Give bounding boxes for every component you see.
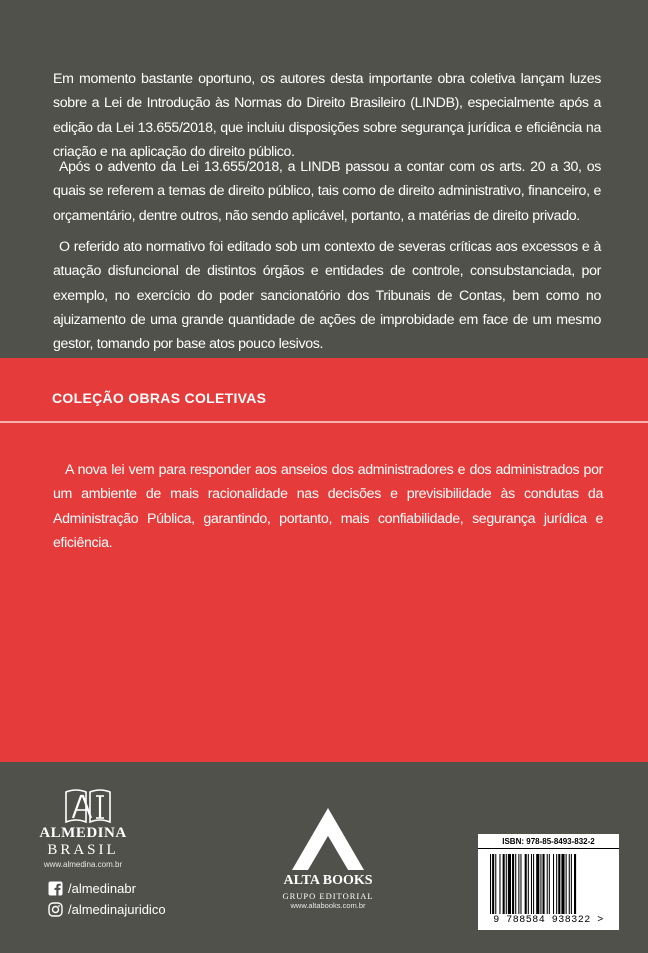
highlight-paragraph: A nova lei vem para responder aos anseios dos administradores e dos administrados por um ambiente de mais racionalidade nas decisões e previsibilidade às condutas da Administração Pública, garantindo, portanto, mais confiabilidade, segurança jurídica e eficiência. bbox=[53, 462, 603, 551]
facebook-handle-text: /almedinabr bbox=[68, 880, 136, 896]
almedina-name: ALMEDINA bbox=[39, 825, 127, 841]
barcode-bar bbox=[561, 854, 564, 914]
barcode-bar bbox=[540, 854, 541, 914]
instagram-handle-text: /almedinajuridico bbox=[68, 901, 166, 917]
barcode-bar bbox=[531, 854, 532, 914]
publisher-footer bbox=[0, 762, 648, 953]
barcode-bar bbox=[547, 854, 548, 914]
synopsis-panel bbox=[0, 0, 648, 358]
almedina-country: BRASIL bbox=[47, 842, 119, 858]
barcode-bar bbox=[525, 854, 527, 914]
isbn-label: ISBN: 978-85-8493-832-2 bbox=[502, 837, 595, 846]
barcode-bar bbox=[571, 854, 572, 914]
isbn-divider bbox=[478, 848, 619, 849]
alta-books-logo-icon bbox=[290, 806, 366, 872]
barcode-bar bbox=[508, 854, 511, 914]
almedina-logo-icon bbox=[60, 786, 116, 828]
barcode-bar bbox=[549, 854, 550, 914]
collection-title: COLEÇÃO OBRAS COLETIVAS bbox=[52, 390, 267, 406]
alta-books-website: www.altabooks.com.br bbox=[290, 901, 366, 910]
isbn-barcode-box bbox=[478, 834, 619, 930]
barcode-bar bbox=[499, 854, 500, 914]
synopsis-paragraph-1: Em momento bastante oportuno, os autores desta importante obra coletiva lançam luzes sobre a Lei de Introdução às Normas do Direito Brasileiro (LINDB), especialmente após a edição da Lei 13.655/2018, que incluiu disposições sobre segurança jurídica e eficiência na criação e na aplicação do direito público. bbox=[53, 71, 601, 160]
collection-panel bbox=[0, 358, 648, 762]
barcode-bar bbox=[518, 854, 519, 914]
barcode-bar bbox=[574, 854, 576, 914]
barcode-bar bbox=[558, 854, 560, 914]
barcode-bar bbox=[492, 854, 494, 914]
collection-divider bbox=[0, 421, 648, 423]
barcode-icon bbox=[490, 854, 608, 914]
barcode-bar bbox=[515, 854, 516, 914]
barcode-bar bbox=[569, 854, 570, 914]
barcode-bar bbox=[520, 854, 521, 914]
barcode-bar bbox=[506, 854, 507, 914]
synopsis-paragraph-2: Após o advento da Lei 13.655/2018, a LINDB passou a contar com os arts. 20 a 30, os quais se referem a temas de direito público, tais como de direito administrativo, financeiro, e orçamentário, dentre outros, não sendo aplicável, portanto, a matérias de direito privado. bbox=[53, 159, 601, 224]
barcode-bar bbox=[528, 854, 529, 914]
barcode-bar bbox=[495, 854, 496, 914]
barcode-bar bbox=[543, 854, 545, 914]
facebook-icon bbox=[48, 881, 63, 896]
instagram-handle bbox=[48, 901, 166, 917]
barcode-bar bbox=[503, 854, 505, 914]
barcode-bar bbox=[490, 854, 491, 914]
barcode-bar bbox=[533, 854, 534, 914]
barcode-bar bbox=[536, 854, 539, 914]
synopsis-paragraph-3: O referido ato normativo foi editado sob um contexto de severas críticas aos excessos e à atuação disfuncional de distintos órgãos e entidades de controle, consubstanciada, por exemplo, no exercício do poder sancionatório dos Tribunais de Contas, bem como no ajuizamento de uma grande quantidade de ações de improbidade em face de um mesmo gestor, tomando por base atos pouco lesivos. bbox=[53, 239, 601, 353]
facebook-handle bbox=[48, 880, 136, 896]
barcode-bar bbox=[512, 854, 514, 914]
barcode-bar bbox=[553, 854, 554, 914]
isbn-digits: 9 788584 938322 > bbox=[493, 915, 604, 926]
almedina-website: www.almedina.com.br bbox=[43, 860, 123, 869]
alta-books-name: ALTA BOOKS bbox=[283, 873, 373, 888]
barcode-bar bbox=[566, 854, 567, 914]
instagram-icon bbox=[48, 902, 63, 917]
barcode-bar bbox=[556, 854, 557, 914]
alta-books-group: GRUPO EDITORIAL bbox=[282, 891, 374, 901]
